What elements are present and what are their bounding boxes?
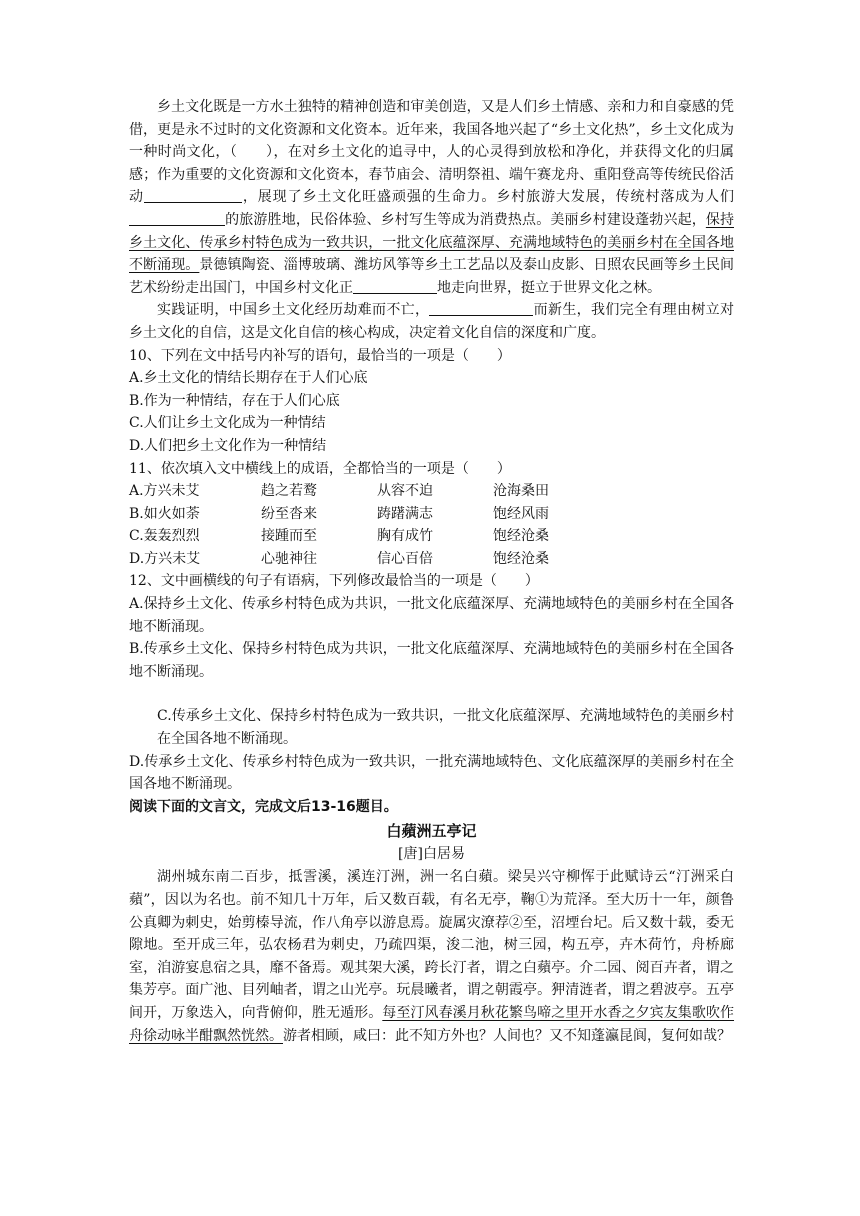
question-10-option-d: D.人们把乡土文化作为一种情结 bbox=[129, 437, 327, 454]
blank-1 bbox=[144, 188, 242, 203]
question-12-option-a: A.保持乡土文化、传承乡村特色成为共识，一批文化底蕴深厚、充满地域特色的美丽乡村在全国各地不断涌现。 bbox=[129, 596, 734, 635]
question-11-option-c: C.轰轰烈烈 接踵而至 胸有成竹 饱经沧桑 bbox=[129, 528, 549, 545]
passage-paragraph-1: 乡土文化既是一方水土独特的精神创造和审美创造，又是人们乡土情感、亲和力和自豪感的凭借，更是永不过时的文化资源和文化资本。近年来，我国各地兴起了“乡土文化热”，乡土文化成为一种时尚文化，（ ），在对乡土文化的追寻中，人的心灵得到放松和净化，并获得文化的归属感；作为重要的文化资源和文化资本，春节庙会、清明祭祖、端午赛龙舟、重阳登高等传统民俗活动 ，展现了乡土文化旺盛顽强的生命力。乡村旅游大发展，传统村落成为人们的旅游胜地，民俗体验、乡村写生等成为消费热点。美丽乡村建设蓬勃兴起，保持乡土文化、传承乡村特色成为一致共识，一批文化底蕴深厚、充满地域特色的美丽乡村在全国各地不断涌现。景德镇陶瓷、淄博玻璃、潍坊风筝等乡土工艺品以及泰山皮影、日照农民画等乡土民间艺术纷纷走出国门，中国乡村文化正 地走向世界，挺立于世界文化之林。 bbox=[129, 99, 735, 296]
spacer bbox=[129, 683, 734, 705]
classical-author: [唐]白居易 bbox=[398, 846, 465, 863]
underlined-sentence: 保持乡土文化、传承乡村特色成为一致共识，一批文化底蕴深厚、充满地域特色的美丽乡村在全国各地不断涌现。 bbox=[129, 211, 734, 274]
question-10-option-b: B.作为一种情结，存在于人们心底 bbox=[129, 392, 340, 409]
question-12-option-d: D.传承乡土文化、传承乡村特色成为一致共识，一批充满地域特色、文化底蕴深厚的美丽乡村在全国各地不断涌现。 bbox=[129, 753, 734, 793]
classical-title: 白蘋洲五亭记 bbox=[386, 822, 477, 841]
question-11-option-a: A.方兴未艾 趋之若鹜 从容不迫 沧海桑田 bbox=[129, 483, 549, 500]
question-12-stem: 12、文中画横线的句子有语病，下列修改最恰当的一项是（ ） bbox=[129, 573, 539, 590]
classical-body: 湖州城东南二百步，抵霅溪，溪连汀洲，洲一名白蘋。梁吴兴守柳恽于此赋诗云“汀洲采白蘋”，因以为名也。前不知几十万年，后又数百载，有名无亭，鞠①为荒泽。至大历十一年，颜鲁公真卿为刺史，始剪榛导流，作八角亭以游息焉。旋属灾潦荐②至，沼堙台圮。后又数十载，委无隙地。至开成三年，弘农杨君为刺史，乃疏四渠，浚二池，树三园，构五亭，卉木荷竹，舟桥廊室，洎游宴息宿之具，靡不备焉。观其架大溪，跨长汀者，谓之白蘋亭。介二园、阅百卉者，谓之集芳亭。面广池、目列岫者，谓之山光亭。玩晨曦者，谓之朝霞亭。狎清涟者，谓之碧波亭。五亭间开，万象迭入，向背俯仰，胜无遁形。每至汀风春溪月秋花繁鸟啼之里开水香之夕宾友集歌吹作舟徐动咏半酣飘然恍然。游者相顾，咸曰：此不知方外也？人间也？又不知蓬瀛昆阆，复何如哉？ bbox=[129, 869, 735, 1044]
question-12-option-c: C.传承乡土文化、保持乡村特色成为一致共识，一批文化底蕴深厚、充满地域特色的美丽乡村在全国各地不断涌现。 bbox=[157, 708, 734, 748]
question-12-option-b: B.传承乡土文化、保持乡村特色成为共识，一批文化底蕴深厚、充满地域特色的美丽乡村在全国各地不断涌现。 bbox=[129, 641, 734, 680]
question-11-option-d: D.方兴未艾 心驰神往 信心百倍 饱经沧桑 bbox=[129, 550, 549, 567]
classical-underlined-sentence: 每至汀风春溪月秋花繁鸟啼之里开水香之夕宾友集歌吹作舟徐动咏半酣飘然恍然。 bbox=[129, 1004, 735, 1044]
classical-instruction: 阅读下面的文言文，完成文后13-16题目。 bbox=[129, 798, 398, 815]
passage-paragraph-2: 实践证明，中国乡土文化经历劫难而不亡， 而新生，我们完全有理由树立对乡土文化的自信，这是文化自信的核心构成，决定着文化自信的深度和广度。 bbox=[129, 302, 735, 341]
blank-4 bbox=[429, 301, 533, 316]
question-10-stem: 10、下列在文中括号内补写的语句，最恰当的一项是（ ） bbox=[129, 347, 511, 364]
question-10-option-a: A.乡土文化的情结长期存在于人们心底 bbox=[129, 370, 368, 387]
blank-2 bbox=[129, 211, 225, 226]
question-11-stem: 11、依次填入文中横线上的成语，全都恰当的一项是（ ） bbox=[129, 460, 511, 477]
blank-3 bbox=[353, 279, 437, 294]
question-11-option-b: B.如火如荼 纷至沓来 踌躇满志 饱经风雨 bbox=[129, 505, 549, 522]
question-10-option-c: C.人们让乡土文化成为一种情结 bbox=[129, 415, 326, 432]
